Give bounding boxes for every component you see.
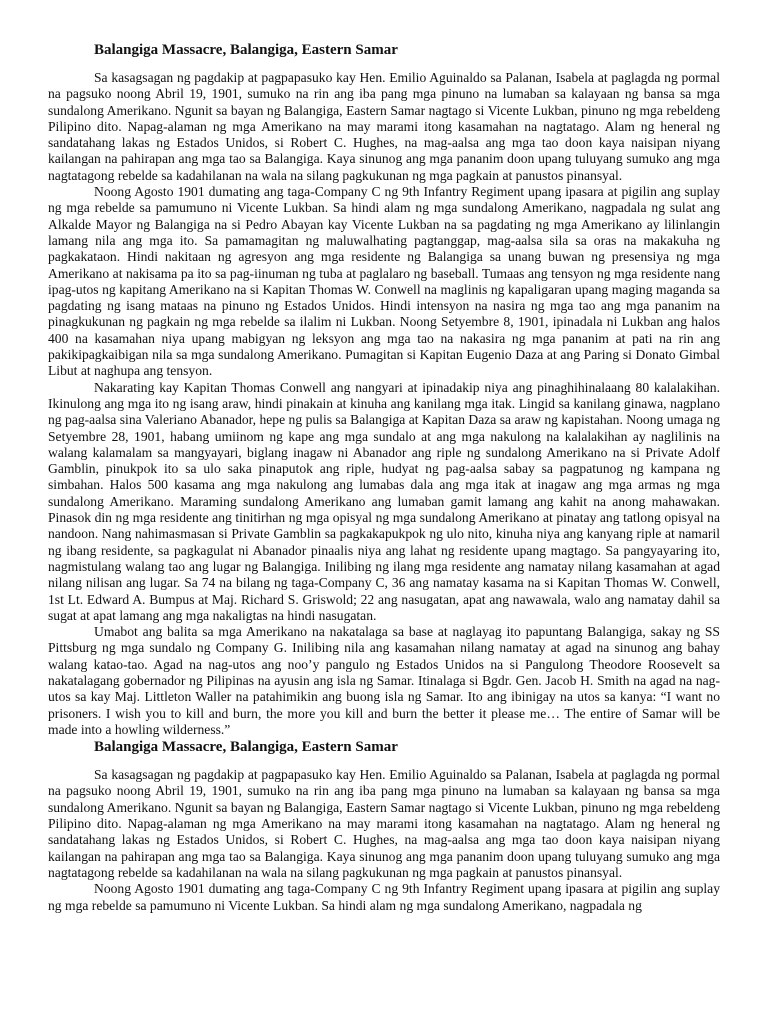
paragraph-2: Noong Agosto 1901 dumating ang taga-Company C ng 9th Infantry Regiment upang ipasara at pigilin ang suplay ng mga rebelde sa pamumuno ni Vicente Lukban. Sa hindi alam ng mga sundalong Amerikano, nagpadala ng sulat ang Alkalde Mayor ng Balangiga na si Pedro Abayan kay Vicente Lukban na sa pagdating ng mga Amerikano ay lilinlangin lamang nila ang mga ito. Sa pamamagitan ng maluwalhating pagtanggap, mag-aalsa sila sa oras na makakuha ng pagkakataon. Hindi nakitaan ng agresyon ang mga residente ng Balangiga sa unang buwan ng presensiya ng mga Amerikano at nakisama pa ito sa pag-iinuman ng tuba at paglalaro ng baseball. Tumaas ang tensyon ng mga residente nang ipag-utos ng kapitang Amerikano na si Kapitan Thomas W. Conwell na maglinis ng kapaligaran upang maging maganda sa pagdating ng isang mataas na pinuno ng Estados Unidos. Hindi intensyon na nasira ng mga tao ang mga pananim na pinagkukunan ng pagkain ng mga rebelde sa ilalim ni Lukban. Noong Setyembre 8, 1901, ipinadala ni Lukban ang halos 400 na kasamahan niya upang mabigyan ng leksyon ang mga tao na nakasira ng mga pananim at pati na rin ang pakikipagkaibigan nila sa mga sundalong Amerikano. Pumagitan si Kapitan Eugenio Daza at ang Paring si Donato Gimbal Libut at naghupa ang tensyon. <box>48 184 720 379</box>
paragraph-1: Sa kasagsagan ng pagdakip at pagpapasuko kay Hen. Emilio Aguinaldo sa Palanan, Isabela at paglagda ng pormal na pagsuko noong Abril 19, 1901, sumuko na rin ang iba pang mga pinuno na lumaban sa kalayaan ng bansa sa mga sundalong Amerikano. Ngunit sa bayan ng Balangiga, Eastern Samar nagtago si Vicente Lukban, pinuno ng mga rebeldeng Pilipino dito. Napag-alaman ng mga Amerikano na may marami itong kasamahan na nagtatago. Alam ng heneral ng sandatahang lakas ng Estados Unidos, si Robert C. Hughes, na mag-aalsa ang mga tao doon kaya naisipan niyang kailangan na pahirapan ang mga tao sa Balangiga. Kaya sinunog ang mga pananim doon upang tuluyang sumuko ang mga nagtatagong rebelde sa kadahilanan na wala na silang pagkukunan ng mga pagkain at panustos pinansyal. <box>48 70 720 183</box>
paragraph-repeat-2: Noong Agosto 1901 dumating ang taga-Company C ng 9th Infantry Regiment upang ipasara at pigilin ang suplay ng mga rebelde sa pamumuno ni Vicente Lukban. Sa hindi alam ng mga sundalong Amerikano, nagpadala ng <box>48 881 720 913</box>
paragraph-4: Umabot ang balita sa mga Amerikano na nakatalaga sa base at naglayag ito papuntang Balangiga, sakay ng SS Pittsburg ng mga sundalo ng Company G. Inilibing nila ang kasamahan nilang namatay at agad na sinunog ang bahay walang katao-tao. Agad na nag-utos ang noo’y pangulo ng Estados Unidos na si Pangulong Theodore Roosevelt sa nakatalagang gobernador ng Pilipinas na ayusin ang isla ng Samar. Itinalaga si Bgdr. Gen. Jacob H. Smith na agad na nag-utos sa kay Maj. Littleton Waller na patahimikin ang buong isla ng Samar. Ito ang ibinigay na utos sa kanya: “I want no prisoners. I wish you to kill and burn, the more you kill and burn the better it please me… The entire of Samar will be made into a howling wilderness.” <box>48 624 720 737</box>
document-page <box>48 41 720 914</box>
paragraph-repeat-1: Sa kasagsagan ng pagdakip at pagpapasuko kay Hen. Emilio Aguinaldo sa Palanan, Isabela at paglagda ng pormal na pagsuko noong Abril 19, 1901, sumuko na rin ang iba pang mga pinuno na lumaban sa kalayaan ng bansa sa mga sundalong Amerikano. Ngunit sa bayan ng Balangiga, Eastern Samar nagtago si Vicente Lukban, pinuno ng mga rebeldeng Pilipino dito. Napag-alaman ng mga Amerikano na may marami itong kasamahan na nagtatago. Alam ng heneral ng sandatahang lakas ng Estados Unidos, si Robert C. Hughes, na mag-aalsa ang mga tao doon kaya naisipan niyang kailangan na pahirapan ang mga tao sa Balangiga. Kaya sinunog ang mga pananim doon upang tuluyang sumuko ang mga nagtatagong rebelde sa kadahilanan na wala na silang pagkukunan ng mga pagkain at panustos pinansyal. <box>48 767 720 880</box>
document-title: Balangiga Massacre, Balangiga, Eastern Samar <box>94 42 398 58</box>
document-title-repeat: Balangiga Massacre, Balangiga, Eastern Samar <box>94 739 398 756</box>
paragraph-3: Nakarating kay Kapitan Thomas Conwell ang nangyari at ipinadakip niya ang pinaghihinalaang 80 kalalakihan. Ikinulong ang mga ito ng isang araw, hindi pinakain at kinuha ang kanilang mga itak. Lingid sa kanilang ginawa, nagplano ng pag-aalsa sina Valeriano Abanador, hepe ng pulis sa Balangiga at Kapitan Daza sa araw ng kapistahan. Noong umaga ng Setyembre 28, 1901, habang umiinom ng kape ang mga sundalo at ang mga nakulong na kalalakihan ay naglilinis na walang kalamalam sa mangyayari, biglang inagaw ni Abanador ang riple ng sundalong Amerikano na si Private Adolf Gamblin, pinukpok ito sa ulo saka pinaputok ang riple, hudyat ng pag-aalsa sabay sa pagpatunog ng kampana ng simbahan. Halos 500 kasama ang mga nakulong ang lumabas dala ang mga itak at inagaw ang mga armas ng mga sundalong Amerikano. Maraming sundalong Amerikano ang lumaban gamit lamang ang kahit na anong mahawakan. Pinasok din ng mga residente ang tinitirhan ng mga opisyal ng mga sundalong Amerikano at pinatay ang tatlong opisyal na nandoon. Nang nahimasmasan si Private Gamblin sa pagkakapukpok ng ulo nito, kinuha niya ang kanyang riple at namaril ng ibang residente, sa pagkagulat ni Abanador pinaalis niya ang lahat ng residente upang magtago. Sa pangyayaring ito, nagmistulang walang tao ang lugar ng Balangiga. Inilibing ng ilang mga residente ang namatay nilang kasamahan at agad nilang nilisan ang lugar. Sa 74 na bilang ng taga-Company C, 36 ang namatay kasama na si Kapitan Thomas W. Conwell, 1st Lt. Edward A. Bumpus at Maj. Richard S. Griswold; 22 ang nasugatan, apat ang nawawala, walo ang namatay dahil sa sugat at apat lamang ang mga nakaligtas na hindi nasugatan. <box>48 379 720 623</box>
